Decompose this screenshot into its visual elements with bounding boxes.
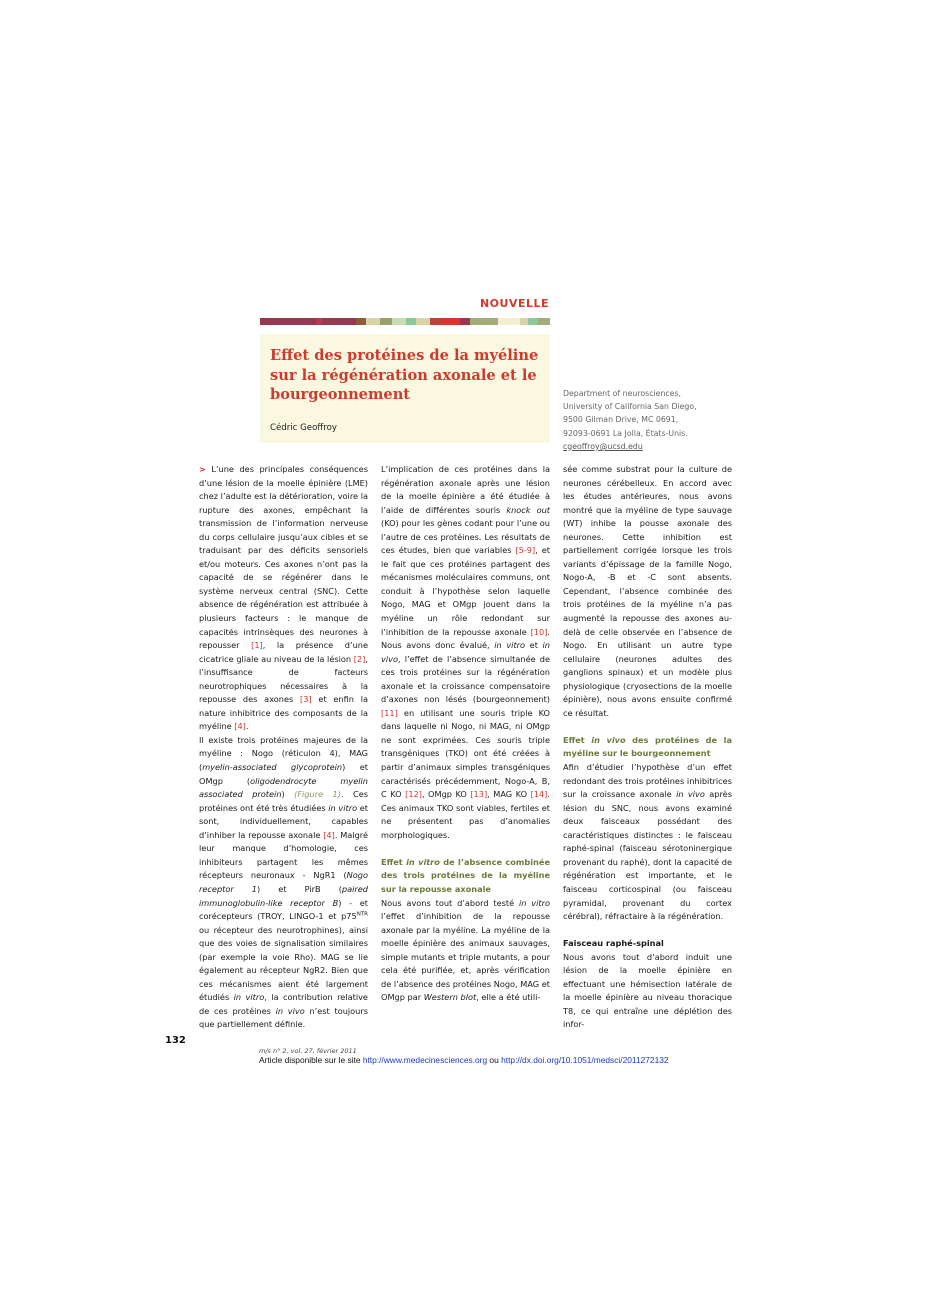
text: des protéines de la myéline sur le bourgeonnement [563,734,733,759]
author-affiliation [563,387,733,453]
stripe-segment [430,318,442,325]
journal-reference: m/s n° 2, vol. 27, février 2011 [259,1047,357,1055]
spacer [563,924,732,938]
text: Effet [381,856,407,867]
text: Article disponible sur le site [259,1055,363,1065]
text: ) [281,789,295,800]
text: , l’insuffisance de facteurs neurotrophiques nécessaires à la repousse des axones [199,653,368,705]
text: et enfin la nature inhibitrice des composants de la myéline [199,694,369,732]
spacer [381,842,550,856]
paragraph [381,463,550,842]
text: L’implication de ces protéines dans la régénération axonale après une lésion de la moelle épinière a été étudiée à l’aide de différentes souris [381,464,550,515]
text: in vivo [676,789,705,800]
text: , elle a été utili- [476,992,541,1003]
stripe-segment [460,318,470,325]
citation-link[interactable]: [2] [353,653,366,664]
body-column-2 [381,463,550,1005]
availability-note [259,1055,669,1065]
text: ) et OMgp ( [199,762,368,786]
text: , OMgp KO [421,789,471,800]
text: in vitro [328,802,358,813]
section-label: NOUVELLE [479,297,549,310]
text: in vitro [233,992,265,1003]
citation-link[interactable]: [5-9] [515,545,536,556]
text: in vitro [518,897,550,908]
text: oligodendrocyte myelin associated protein [199,775,369,800]
text: Effet [563,734,592,745]
citation-link[interactable]: [4] [234,721,246,732]
text: . Ces protéines ont été très étudiées [199,789,369,813]
subsection-heading: Faisceau raphé-spinal [563,938,664,949]
stripe-segment [392,318,406,325]
text: in vivo [591,734,626,745]
stripe-segment [380,318,392,325]
stripe-segment [416,318,430,325]
text: et sont, individuellement, capables d’inhiber la repousse axonale [199,802,369,840]
superscript: NTR [356,911,368,918]
paragraph [199,463,368,734]
section-heading [381,856,550,897]
site-link[interactable]: http://www.medecinesciences.org [362,1055,488,1065]
figure-link[interactable]: (Figure 1) [294,789,341,800]
text: l’effet d’inhibition de la repousse axonale par la myéline. La myéline de la moelle épinière des animaux sauvages, simple mutants et triple mutants, a pour cela été purifiée, et, après vérification de l’absence des protéines Nogo, MAG et OMgp par [381,911,550,1003]
text: , et le fait que ces protéines partagent des mécanismes moléculaires communs, ont conduit à l’hypothèse selon laquelle Nogo, MAG et OMgp jouent dans la myéline un rôle redondant sur l’inhibition de la repousse axonale [381,545,551,637]
text: après lésion du SNC, nous avons examiné deux faisceaux possédant des caractéristiques distinctes : le faisceau raphé-spinal (faisceau sérotoninergique provenant du raphé), dont la capacité de régénération est importante, et le faisceau corticospinal (ou faisceau pyramidal, provenant du cortex cérébral), réfractaire à la régénération. [563,789,732,922]
stripe-segment [442,318,460,325]
body-column-1 [199,463,368,1032]
paragraph: Nous avons tout d’abord induit une lésion de la moelle épinière en effectuant une hémisection latérale de la moelle épinière au niveau thoracique T8, ce qui entraîne une déplétion des infor- [563,951,732,1030]
affiliation-line: 92093-0691 La Jolla, États-Unis. [563,428,688,438]
color-stripe [260,318,550,325]
text: n’est toujours que partiellement définie. [199,1005,368,1030]
text: Il existe trois protéines majeures de la myéline : Nogo (réticulon 4), MAG ( [199,734,368,773]
stripe-segment [406,318,416,325]
stripe-segment [356,318,366,325]
stripe-segment [260,318,316,325]
stripe-segment [520,318,528,325]
text: et [525,640,543,651]
text: knock out [506,504,550,515]
doi-link[interactable]: http://dx.doi.org/10.1051/medsci/2011272132 [501,1055,669,1065]
text: en utilisant une souris triple KO dans laquelle ni Nogo, ni MAG, ni OMgp ne sont exprimées. Ces souris triple transgéniques (TKO) ont été créées à partir d’animaux simples transgéniques caractérisés précédemment, Nogo-A, B, C KO [381,707,550,800]
text: paired immunoglobulin-like receptor B [199,883,368,908]
spacer [563,720,732,734]
text: . [245,721,249,732]
text: ou récepteur des neurotrophines), ainsi que des voies de signalisation similaires (par exemple la voie Rho). MAG se lie également au récepteur NgR2. Bien que ces mécanismes aient été largement étudiés [199,924,368,1003]
text: in vivo [381,640,550,664]
paragraph [381,897,550,1005]
text: , la présence d’une cicatrice gliale au niveau de la lésion [199,640,368,664]
paragraph [563,761,732,924]
author-email-link[interactable]: cgeoffroy@ucsd.edu [563,441,643,451]
citation-link[interactable]: [12] [405,789,422,800]
stripe-segment [538,318,550,325]
text: Afin d’étudier l’hypothèse d’un effet redondant des trois protéines inhibitrices sur la croissance axonale [563,762,732,800]
citation-link[interactable]: [13] [470,789,488,800]
text: . Malgré leur manque d’homologie, ces inhibiteurs partagent les mêmes récepteurs neuronaux - NgR1 ( [199,829,369,881]
stripe-segment [498,318,520,325]
article-title: Effet des protéines de la myéline sur la régénération axonale et le bourgeonnement [270,347,539,403]
text: de l’absence combinée des trois protéines de la myéline sur la repousse axonale [381,856,550,894]
body-column-3 [563,463,732,1032]
affiliation-line: University of California San Diego, [563,402,697,412]
text: L’une des principales conséquences d’une lésion de la moelle épinière (LME) chez l’adulte est la détérioration, voire la rupture des axones, empêchant la transmission de l’information nerveuse du corps cellulaire jusqu’aux cibles et se traduisant par des déficits sensoriels et/ou moteurs. Ces axones n’ont pas la capacité de se régénérer dans le système nerveux central (SNC). Cette absence de régénération est attribuée à plusieurs facteurs : le manque de capacités intrinsèques des neurones à repousser [199,464,368,651]
text: ou [487,1055,502,1065]
intro-arrow-icon: > [199,464,206,474]
text: (KO) pour les gènes codant pour l’une ou l’autre de ces protéines. Les résultats de ces études, bien que variables [381,518,550,556]
text: Western blot [423,992,477,1003]
affiliation-line: Department of neurosciences, [563,389,682,398]
text: Nogo receptor 1 [199,870,368,894]
paragraph: sée comme substrat pour la culture de neurones cérébelleux. En accord avec les études antérieures, nous avons montré que la myéline de type sauvage (WT) inhibe la pousse axonale des neurones. Cette inhibition est partiellement corrigée lorsque les trois variants d’épissage de la famille Nogo, Nogo-A, -B et -C sont absents. Cependant, l’absence combinée des trois protéines de la myéline n’a pas augmenté la repousse des axones au-delà de celle observée en l’absence de Nogo. En utilisant un autre type cellulaire (neurones adultes des ganglions spinaux) et un modèle plus physiologique (cryosections de la moelle épinière), nous avons ensuite confirmé ce résultat. [563,464,732,718]
text: Nous avons tout d’abord testé [381,897,519,908]
stripe-segment [322,318,356,325]
citation-link[interactable]: [1] [251,640,263,651]
citation-link[interactable]: [3] [300,694,312,705]
text: . Ces animaux TKO sont viables, fertiles et ne présentent pas d’anomalies morphologiques. [381,789,550,840]
text: ) - et corécepteurs (TROY, LINGO-1 et p75 [199,897,368,922]
article-author: Cédric Geoffroy [270,423,337,433]
text: ) et PirB ( [257,883,342,894]
paragraph [199,734,368,1032]
text: . Nous avons donc évalué, [381,626,550,651]
citation-link[interactable]: [14] [530,789,548,800]
stripe-segment [470,318,498,325]
stripe-segment [528,318,538,325]
text: in vitro [494,640,526,651]
affiliation-line: 9500 Gilman Drive, MC 0691, [563,415,679,425]
text: , MAG KO [487,789,531,800]
section-heading [563,734,732,761]
citation-link[interactable]: [4] [323,829,335,840]
text: in vivo [275,1005,305,1016]
text: in vitro [406,856,440,867]
page-number: 132 [165,1035,186,1046]
text: , l’effet de l’absence simultanée de ces trois protéines sur la régénération axonale et la croissance compensatoire d’axones non lésés (bourgeonnement) [381,653,550,705]
text: myelin-associated glycoprotein [202,762,343,773]
citation-link[interactable]: [11] [381,707,398,718]
text: , la contribution relative de ces protéines [199,992,368,1016]
stripe-segment [366,318,380,325]
citation-link[interactable]: [10] [530,626,548,637]
